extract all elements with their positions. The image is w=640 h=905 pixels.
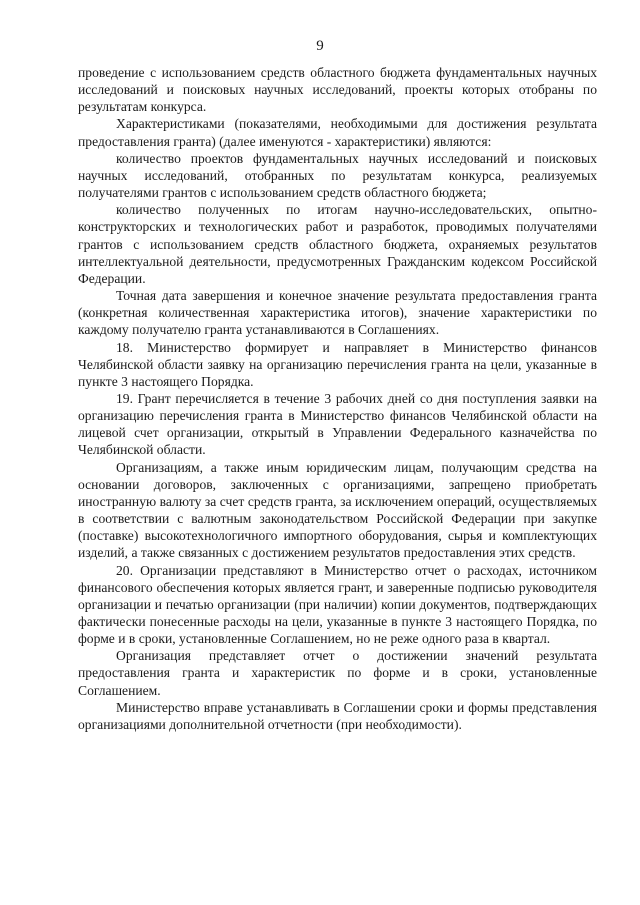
paragraph-clause-18: 18. Министерство формирует и направляет в Министерство финансов Челябинской области заявку на организацию перечисления гранта на цели, указанные в пункте 3 настоящего Порядка. [78,339,597,389]
paragraph-continuation: проведение с использованием средств областного бюджета фундаментальных научных исследований и поисковых научных исследований, проекты которых отобраны по результатам конкурса. [78,65,597,115]
paragraph-currency-restriction: Организациям, а также иным юридическим лицам, получающим средства на основании договоров, заключенных с организациями, запрещено приобретать иностранную валюту за счет средств гранта, за исключением операций, осуществляемых в соответствии с валютным законодательством Российской Федерации при закупке (поставке) высокотехнологичного импортного оборудования, сырья и комплектующих изделий, а также связанных с достижением результатов предоставления этих средств. [78,459,597,561]
paragraph-completion-date: Точная дата завершения и конечное значение результата предоставления гранта (конкретная количественная характеристика итогов), значение характеристики по каждому получателю гранта устанавливаются в Соглашениях. [78,288,597,338]
paragraph-clause-19: 19. Грант перечисляется в течение 3 рабочих дней со дня поступления заявки на организацию перечисления гранта в Министерство финансов Челябинской области на лицевой счет организации, открытый в Управлении Федерального казначейства по Челябинской области. [78,390,597,458]
paragraph-clause-20: 20. Организации представляют в Министерство отчет о расходах, источником финансового обеспечения которых является грант, и заверенные подписью руководителя организации и печатью организации (при наличии) копии документов, подтверждающих фактически понесенные расходы на цели, указанные в пункте 3 настоящего Порядка, по форме и в сроки, установленные Соглашением, но не реже одного раза в квартал. [78,562,597,647]
paragraph-additional-reporting: Министерство вправе устанавливать в Соглашении сроки и формы представления организациями дополнительной отчетности (при необходимости). [78,699,597,732]
paragraph-characteristic-projects: количество проектов фундаментальных научных исследований и поисковых научных исследований, отобранных по результатам конкурса, реализуемых получателями грантов с использованием средств областного бюджета; [78,150,597,201]
paragraph-results-report: Организация представляет отчет о достижении значений результата предоставления гранта и характеристик по форме и в сроки, установленные Соглашением. [78,648,597,698]
page-number: 9 [316,38,324,54]
document-body [78,64,597,733]
paragraph-characteristic-ip-results: количество полученных по итогам научно-исследовательских, опытно-конструкторских и технологических работ и разработок, проводимых получателями грантов с использованием средств областного бюджета, охраняемых результатов интеллектуальной деятельности, предусмотренных Гражданским кодексом Российской Федерации. [78,202,597,286]
paragraph-characteristics-intro: Характеристиками (показателями, необходимыми для достижения результата предоставления гранта) (далее именуются - характеристики) являются: [78,116,597,149]
